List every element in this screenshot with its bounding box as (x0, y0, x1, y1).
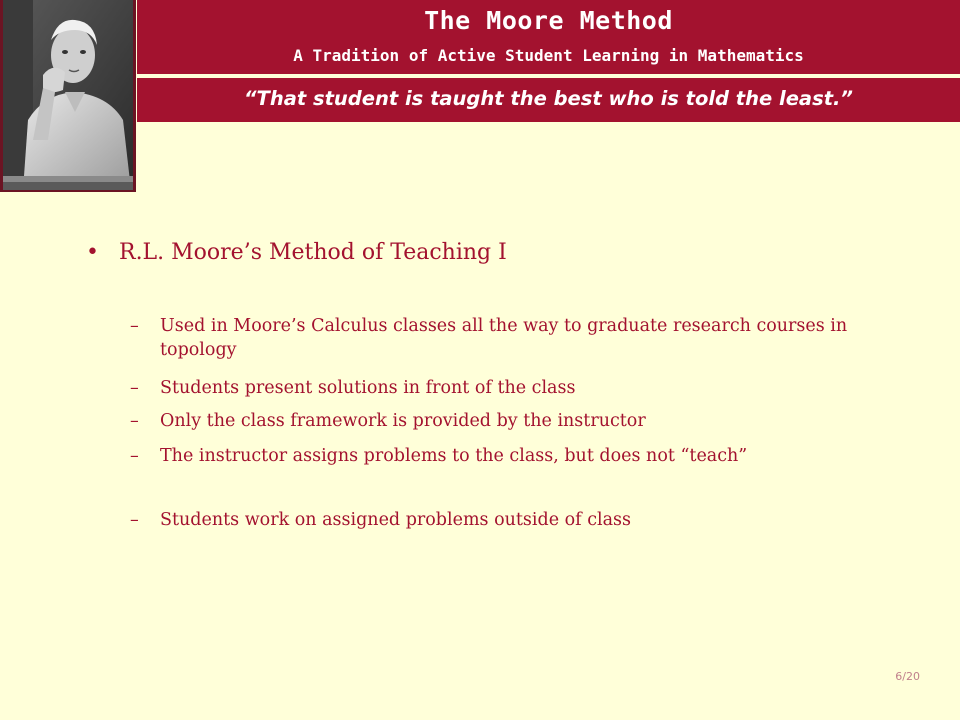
slide-title: The Moore Method (424, 6, 673, 35)
dash-icon: – (130, 316, 139, 336)
dash-icon: – (130, 411, 139, 431)
sub-item-text: Students work on assigned problems outside of class (160, 510, 632, 530)
page-number: 6/20 (895, 670, 920, 683)
main-bullet-text: R.L. Moore’s Method of Teaching I (119, 240, 507, 265)
sub-item-text: Students present solutions in front of the class (160, 378, 576, 398)
slide-subtitle: A Tradition of Active Student Learning in Mathematics (293, 46, 804, 65)
sub-item-text: Used in Moore’s Calculus classes all the way to graduate research courses in topology (160, 316, 848, 360)
bullet-icon: • (86, 240, 99, 265)
dash-icon: – (130, 446, 139, 466)
dash-icon: – (130, 510, 139, 530)
sub-item-text: Only the class framework is provided by the instructor (160, 411, 646, 431)
sub-item-text: The instructor assigns problems to the class, but does not “teach” (160, 446, 748, 466)
quote-text: “That student is taught the best who is told the least.” (243, 87, 853, 110)
dash-icon: – (130, 378, 139, 398)
